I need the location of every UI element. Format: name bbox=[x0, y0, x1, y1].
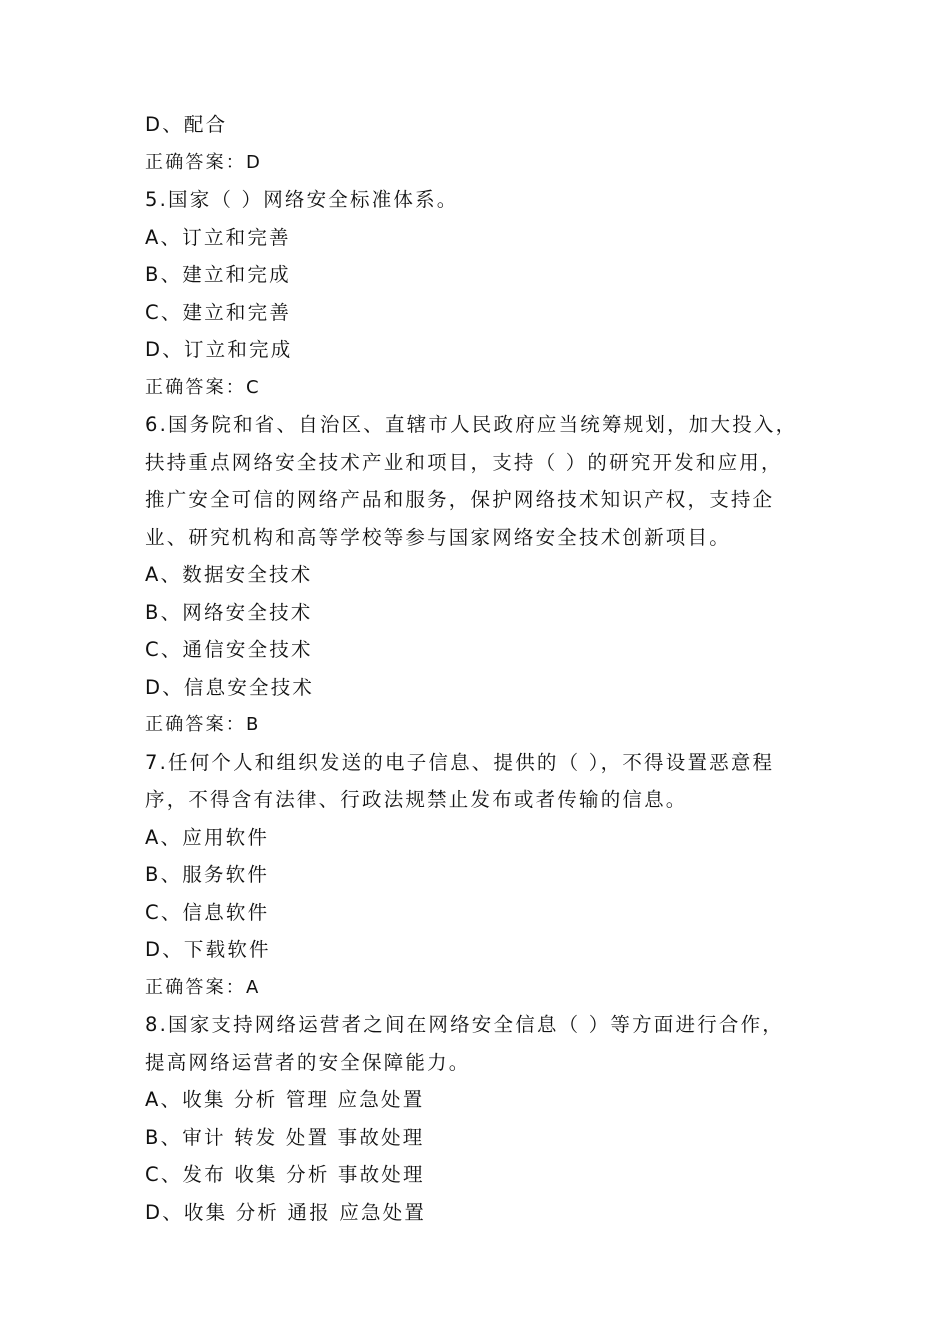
correct-answer: 正确答案：A bbox=[145, 976, 261, 998]
question-line: 5.国家（ ）网络安全标准体系。 bbox=[145, 188, 459, 211]
answer-option: D、信息安全技术 bbox=[145, 675, 315, 699]
answer-option: B、建立和完成 bbox=[145, 263, 291, 286]
correct-answer: 正确答案：B bbox=[145, 714, 261, 735]
question-line: 6.国务院和省、自治区、直辖市人民政府应当统筹规划，加大投入， bbox=[145, 413, 798, 436]
answer-option: C、建立和完善 bbox=[145, 300, 292, 324]
answer-option: A、订立和完善 bbox=[145, 225, 291, 249]
exam-content bbox=[145, 106, 835, 1231]
answer-option: B、服务软件 bbox=[145, 863, 270, 886]
answer-option: B、审计 转发 处置 事故处理 bbox=[145, 1125, 425, 1149]
question-text bbox=[145, 744, 835, 819]
question-line: 推广安全可信的网络产品和服务，保护网络技术知识产权，支持企 bbox=[145, 488, 775, 511]
answer-option: D、配合 bbox=[145, 113, 228, 136]
answer-option: C、信息软件 bbox=[145, 900, 270, 924]
answer-option: D、订立和完成 bbox=[145, 338, 293, 361]
answer-option: D、下载软件 bbox=[145, 938, 271, 961]
answer-option: A、应用软件 bbox=[145, 825, 270, 849]
question-line: 8.国家支持网络运营者之间在网络安全信息（ ）等方面进行合作， bbox=[145, 1013, 785, 1036]
question-text bbox=[145, 1006, 835, 1081]
correct-answer: 正确答案：D bbox=[145, 151, 263, 173]
answer-option: C、通信安全技术 bbox=[145, 638, 313, 661]
question-text bbox=[145, 181, 835, 219]
question-line: 7.任何个人和组织发送的电子信息、提供的（ ），不得设置恶意程 bbox=[145, 750, 775, 774]
question-line: 序，不得含有法律、行政法规禁止发布或者传输的信息。 bbox=[145, 788, 688, 811]
question-text bbox=[145, 406, 835, 556]
answer-option: B、网络安全技术 bbox=[145, 600, 313, 624]
question-line: 扶持重点网络安全技术产业和项目，支持（ ）的研究开发和应用， bbox=[145, 450, 783, 474]
answer-option: A、收集 分析 管理 应急处置 bbox=[145, 1088, 425, 1111]
answer-option: C、发布 收集 分析 事故处理 bbox=[145, 1163, 425, 1186]
answer-option: D、收集 分析 通报 应急处置 bbox=[145, 1200, 427, 1224]
correct-answer: 正确答案：C bbox=[145, 376, 261, 398]
question-line: 提高网络运营者的安全保障能力。 bbox=[145, 1050, 471, 1074]
question-line: 业、研究机构和高等学校等参与国家网络安全技术创新项目。 bbox=[145, 525, 731, 549]
answer-option: A、数据安全技术 bbox=[145, 563, 313, 586]
